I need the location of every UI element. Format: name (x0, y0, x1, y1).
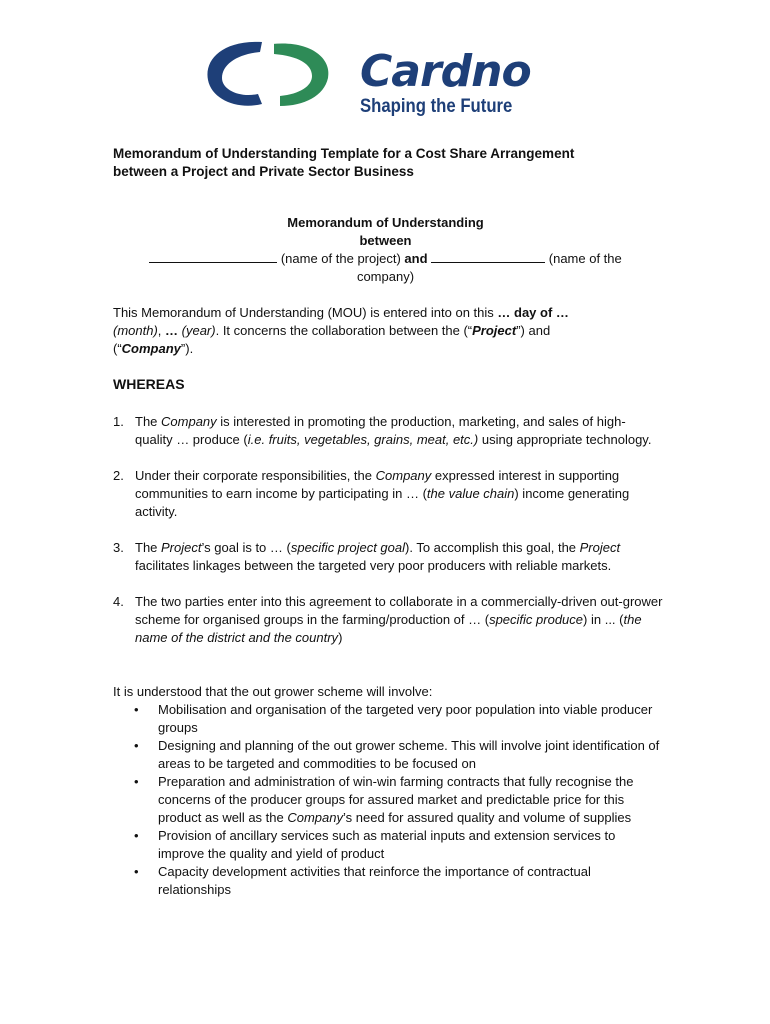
list-item (113, 737, 663, 773)
title-line-2: between a Project and Private Sector Business (113, 164, 414, 179)
item-text: ’s goal is to … ( (201, 540, 291, 555)
intro-company: Company (121, 341, 181, 356)
bullet-text: Preparation and administration of win-win farming contracts that fully recognise the concerns of the producer groups for assured market and predictable price for this product as well as the (158, 774, 634, 825)
item-text: The (135, 540, 162, 555)
list-item (113, 467, 663, 521)
item-text: expressed interest in supporting communities to earn income by participating in … ( (135, 468, 620, 501)
mou-heading (113, 214, 658, 250)
document-title (113, 145, 658, 181)
item-italic: Company (161, 414, 217, 429)
item-italic: Project (579, 540, 621, 555)
item-italic: i.e. fruits, vegetables, grains, meat, etc.) (247, 432, 479, 447)
bullet-icon: • (134, 702, 139, 717)
item-italic: Project (161, 540, 202, 555)
project-name-blank (149, 250, 277, 263)
intro-project: Project (472, 323, 517, 338)
list-item (113, 863, 663, 899)
intro-day: … day of … (497, 305, 569, 320)
intro-text-4: (“ (113, 341, 122, 356)
item-text: facilitates linkages between the targeted very poor producers with reliable markets. (135, 558, 612, 573)
item-italic: specific project goal (290, 540, 406, 555)
bullet-icon: • (134, 864, 139, 879)
list-item (113, 593, 663, 647)
item-number: 4. (113, 594, 124, 609)
item-number: 3. (113, 540, 124, 555)
item-text: The two parties enter into this agreement to collaborate in a commercially-driven out-grower scheme for organised groups in the farming/production of … ( (135, 594, 663, 627)
logo-tagline: Shaping the Future (360, 96, 513, 117)
intro-month: (month) (113, 323, 158, 338)
bullet-text: Mobilisation and organisation of the targeted very poor population into viable producer groups (158, 702, 653, 735)
intro-year: (year) (178, 323, 216, 338)
item-text: ) income generating activity. (135, 486, 630, 519)
whereas-heading: WHEREAS (113, 376, 185, 392)
heading-line-2: between (359, 233, 412, 248)
item-text: ) (338, 630, 343, 645)
item-italic: the name of the district and the country (135, 612, 642, 645)
list-item (113, 773, 663, 827)
bullet-text: ’s need for assured quality and volume of supplies (343, 810, 632, 825)
list-item (113, 827, 663, 863)
bullet-text: Capacity development activities that reinforce the importance of contractual relationships (158, 864, 591, 897)
bullet-icon: • (134, 738, 139, 753)
scheme-bullet-list (113, 701, 663, 899)
scheme-intro-text: It is understood that the out grower scheme will involve: (113, 684, 433, 699)
list-item (113, 701, 663, 737)
whereas-list (113, 413, 663, 665)
parties-line (113, 250, 658, 286)
intro-comma: , (157, 323, 166, 338)
item-italic: specific produce (489, 612, 584, 627)
list-item (113, 539, 663, 575)
logo-brand-text: Cardno (360, 46, 531, 97)
intro-text-2: . It concerns the collaboration between the (“ (215, 323, 473, 338)
bullet-icon: • (134, 774, 139, 789)
bullet-text: Provision of ancillary services such as material inputs and extension services to improve the quality and yield of product (158, 828, 616, 861)
intro-paragraph (113, 304, 658, 358)
item-text: using appropriate technology. (478, 432, 652, 447)
item-text: Under their corporate responsibilities, the (135, 468, 376, 483)
cardno-logo (200, 30, 580, 125)
item-number: 2. (113, 468, 124, 483)
intro-text-3: ”) and (516, 323, 551, 338)
list-item (113, 413, 663, 449)
bullet-icon: • (134, 828, 139, 843)
intro-dots: … (165, 323, 179, 338)
intro-text-5: ”). (180, 341, 194, 356)
item-text: The (135, 414, 162, 429)
item-text: is interested in promoting the production, marketing, and sales of high-quality … produce ( (135, 414, 626, 447)
item-text: ) in ... ( (583, 612, 624, 627)
heading-line-1: Memorandum of Understanding (287, 215, 484, 230)
item-italic: Company (375, 468, 432, 483)
company-hint: (name of the (545, 251, 622, 266)
item-text: ). To accomplish this goal, the (405, 540, 580, 555)
bullet-text: Designing and planning of the out grower scheme. This will involve joint identification of areas to be targeted and commodities to be focused on (158, 738, 660, 771)
cardno-swoosh-icon (200, 30, 350, 125)
project-hint: (name of the project) (277, 251, 405, 266)
item-number: 1. (113, 414, 124, 429)
company-name-blank (431, 250, 545, 263)
intro-text-1: This Memorandum of Understanding (MOU) is entered into on this (113, 305, 498, 320)
item-italic: the value chain (426, 486, 515, 501)
and-word: and (404, 251, 428, 266)
company-hint-2: company) (356, 269, 415, 284)
title-line-1: Memorandum of Understanding Template for a Cost Share Arrangement (113, 146, 575, 161)
bullet-italic: Company (287, 810, 343, 825)
